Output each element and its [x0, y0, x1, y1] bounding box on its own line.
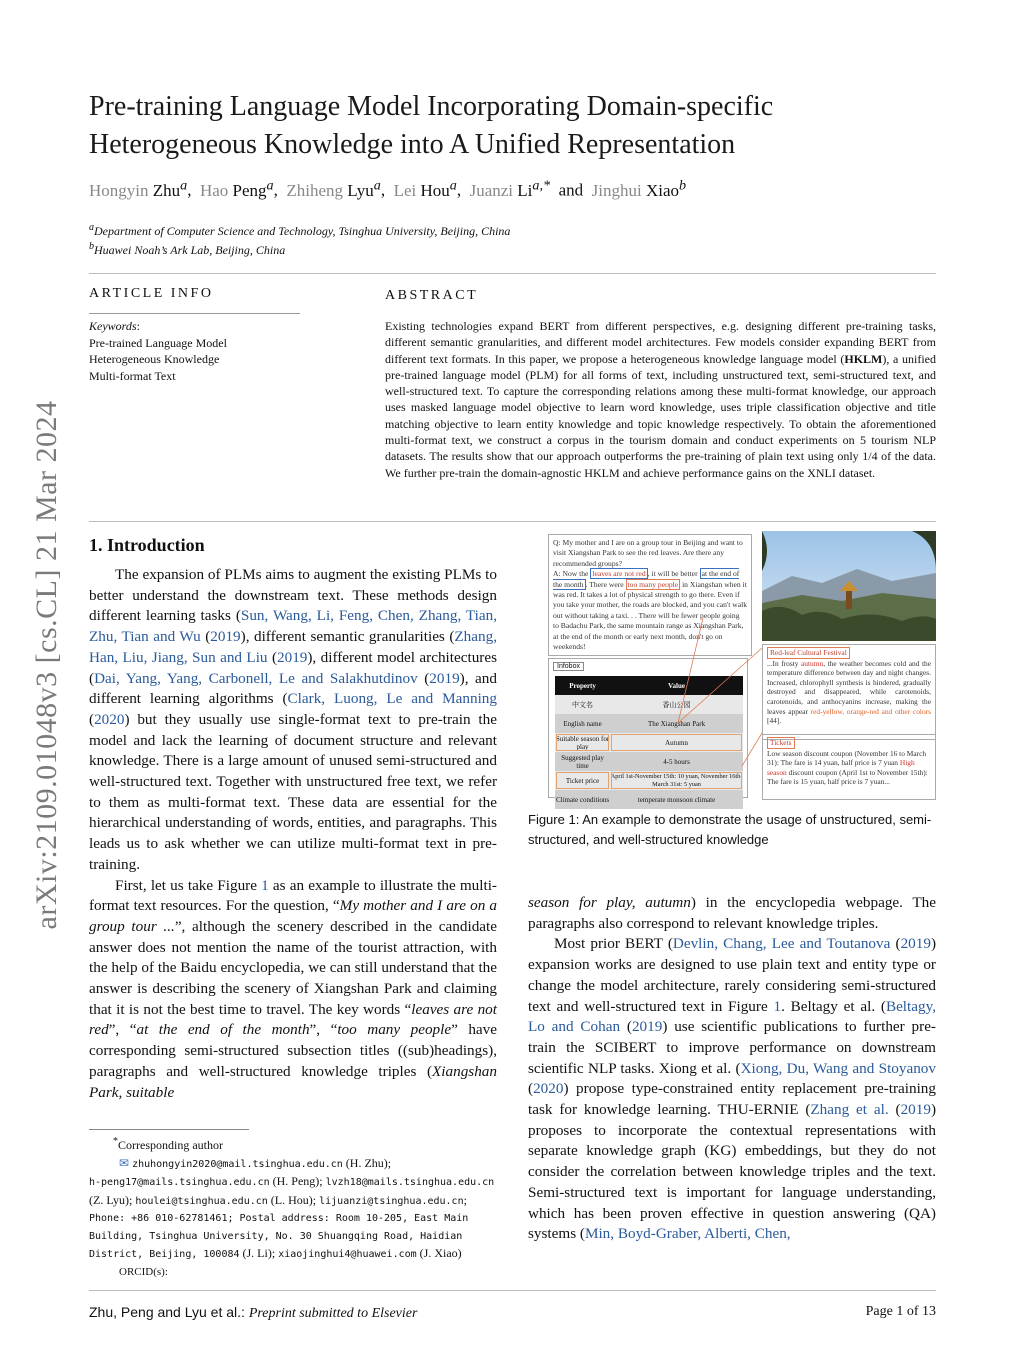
divider — [89, 521, 936, 522]
author: Juanzi $Li^{a,*}$ — [469, 177, 551, 200]
footer-authors: Zhu, Peng and Lyu et al. — [89, 1304, 242, 1320]
page-footer: Zhu, Peng and Lyu et al.: Preprint submitted to Elsevier Page 1 of 13 — [89, 1304, 936, 1321]
figure-link[interactable]: 1 — [261, 876, 269, 894]
abstract-text: Existing technologies expand BERT from different perspectives, e.g. designing different pre-training tasks, different semantic granularities, and different model architectures. Few models consider expanding BERT from different text formats. In this paper, we propose a heterogeneous knowledge language model (HKLM), a unified pre-trained language model (PLM) for all forms of text, including unstructured text, semi-structured text, and well-structured text. To capture the corresponding relations among these multi-format knowledge, our approach uses masked language model objective to learn word knowledge, uses triple classification objective and title matching objective to learn entity knowledge and topic knowledge respectively. To obtain the aforementioned multi-format text, we construct a corpus in the tourism domain and conduct experiments on 5 tourism NLP datasets. The results show that our approach outperforms the pre-training of plain text using only 1/4 of the data. We further pre-train the domain-agnostic HKLM and achieve performance gains on the XNLI dataset. — [385, 319, 936, 480]
citation-link[interactable]: Sun, Wang, Li, Feng, Chen, Zhang, Tian, Zhu, Tian and Wu — [89, 607, 497, 646]
citation-link[interactable]: Min, Boyd-Graber, Alberti, Chen, — [584, 1225, 791, 1243]
footer-rule — [89, 1290, 936, 1291]
citation-link[interactable]: Zhang et al. — [810, 1101, 889, 1119]
divider — [89, 313, 300, 314]
article-info-heading: ARTICLE INFO — [89, 286, 214, 301]
table-row: English name The Xiangshan Park — [555, 714, 743, 733]
citation-year-link[interactable]: 2019 — [210, 628, 241, 646]
citation-link[interactable]: Clark, Luong, Le and Manning — [287, 690, 497, 708]
citation-year-link[interactable]: 2019 — [631, 1018, 663, 1036]
intro-left-column — [89, 565, 497, 1103]
citation-year-link[interactable]: 2019 — [429, 669, 460, 687]
citation-year-link[interactable]: 2019 — [277, 648, 308, 666]
table-row: Climate conditions temperate monsoon climate — [555, 790, 743, 809]
author: Zhiheng Lyu$^a$ — [286, 177, 381, 200]
section-heading-introduction: 1. Introduction — [89, 535, 205, 555]
citation-year-link[interactable]: 2020 — [94, 710, 125, 728]
paper-title — [89, 88, 949, 164]
divider — [89, 273, 936, 274]
arxiv-id: arXiv:2109.01048v3 [cs.CL] 21 Mar 2024 — [30, 400, 63, 930]
paragraph: season for play, autumn) in the encyclopedia webpage. The paragraphs also correspond to relevant knowledge triples. — [528, 894, 936, 932]
infobox-tag: Infobox — [553, 662, 584, 671]
keyword: Multi-format Text — [89, 368, 176, 383]
title-line-1: Pre-training Language Model Incorporating Domain-specific — [89, 91, 774, 122]
paragraph: Most prior BERT (Devlin, Chang, Lee and Toutanova (2019) expansion works are designed to use plain text and entity type or change the model architecture, rarely considering semi-structured text and well-structured text in Figure 1. Beltagy et al. (Beltagy, Lo and Cohan (2019) use scientific publications to further pre-train the SCIBERT to improve performance on downstream scientific NLP tasks. Xiong et al. (Xiong, Du, Wang and Stoyanov (2020) propose type-constrained entity replacement pre-training task for knowledge learning. THU-ERNIE (Zhang et al. (2019) proposes to incorporate the contextual representations with separate knowledge graph (KG) embeddings, but they do not consider the correlation between knowledge triples and the text. Semi-structured text is important for language understanding, which has been proven effective in question answering (QA) systems (Min, Boyd-Graber, Alberti, Chen, — [528, 935, 936, 1243]
keywords-label: Keywords — [89, 319, 137, 333]
paragraph-box-tickets: Tickets Low season discount coupon (November 16 to March 31): The fare is 14 yuan, half price is 7 yuan High season discount coupon (April 1st to November 15th): The fare is 15 yuan, half price is 7 yuan... — [762, 734, 936, 800]
citation-link[interactable]: Xiong, Du, Wang and Stoyanov — [740, 1059, 936, 1077]
title-line-2: Heterogeneous Knowledge into A Unified Representation — [89, 129, 736, 160]
citation-link[interactable]: Beltagy, Lo and Cohan — [528, 997, 936, 1036]
qa-box: Q: My mother and I are on a group tour in Beijing and want to visit Xiangshan Park to see the red leaves. Are there any recommended groups? A: Now the leaves are not red , it will be better at the end of the month . There were too many people in Xiangshan when it was red. It takes a lot of physical strength to go there. Even if you take your mother, the roads are blocked, and you can't walk out without taking a taxi. . . There will be fewer people going to Badachu Park, the same mountain range as Xiangshan Park, at the end of the month or early next month, don't go on weekends! — [548, 534, 752, 656]
infobox-table: Property Value 中文名 香山公园 English name The Xiangshan Park Suitable season for play Autumn Suggested play time 4-5 hours Ticket price April 1st-November 15th: 10 yuan, November 16th-March 31st: 5 yuan Climate conditions temperate monsoon climate — [555, 676, 743, 809]
keywords-block: Keywords: Pre-trained Language Model Heterogeneous Knowledge Multi-format Text — [89, 318, 299, 384]
author-list: Hongyin Zhu$^a$, Hao Peng$^a$, Zhiheng Lyu$^a$, Lei Hou$^a$, Juanzi $Li^{a,*}$ and Jinghui Xiao$^b$ — [89, 177, 687, 200]
author: Hongyin Zhu$^a$ — [89, 177, 188, 200]
paragraph: The expansion of PLMs aims to augment the existing PLMs to better understand the downstream text. These methods design different learning tasks (Sun, Wang, Li, Feng, Chen, Zhang, Tian, Zhu, Tian and Wu (2019), different semantic granularities (Zhang, Han, Liu, Jiang, Sun and Liu (2019), different model architectures (Dai, Yang, Yang, Carbonell, Le and Salakhutdinov (2019), and different learning algorithms (Clark, Luong, Le and Manning (2020) but they usually use single-format text to pre-train the model and lack the learning of document structure and relevant knowledge. There is a large amount of unused semi-structured and well-structured text. Together with unstructured free text, we refer to them as multi-format text. These data are essential for the hierarchical understanding of words, entities, and paragraphs. This leads us to ask whether we can utilize multi-format text in pre-training. — [89, 566, 497, 873]
citation-year-link[interactable]: 2019 — [900, 935, 931, 953]
page-number: Page 1 of 13 — [865, 1304, 936, 1319]
footnote-rule — [89, 1129, 249, 1130]
citation-year-link[interactable]: 2019 — [900, 1101, 931, 1119]
citation-link[interactable]: Dai, Yang, Yang, Carbonell, Le and Salakhutdinov — [94, 669, 418, 687]
table-row: Suggested play time 4-5 hours — [555, 752, 743, 771]
keyword: Pre-trained Language Model — [89, 335, 227, 350]
figure-caption: Figure 1: An example to demonstrate the usage of unstructured, semi-structured, and well-structured knowledge — [528, 812, 932, 847]
citation-year-link[interactable]: 2020 — [533, 1080, 564, 1098]
envelope-icon: ✉ — [119, 1155, 130, 1170]
affiliation-a: $^a$Department of Computer Science and Technology, Tsinghua University, Beijing, China — [89, 222, 511, 238]
table-row: Suitable season for play Autumn — [555, 733, 743, 752]
paragraph: First, let us take Figure 1 as an example to illustrate the multi-format text resources. For the question, “My mother and I are on a group tour ...”, although the scenery described in the candidate answer does not mention the name of the tourist attraction, with the help of the Baidu encyclopedia, we can still understand that the answer is describing the scenery of Xiangshan Park and claiming that it is not the best time to travel. The key words “leaves are not red”, “at the end of the month”, “too many people” have corresponding semi-structured subsection titles ((sub)headings), paragraphs and well-structured knowledge triples (Xiangshan Park, suitable — [89, 876, 497, 1101]
figure-link[interactable]: 1 — [773, 997, 782, 1015]
keyword: Heterogeneous Knowledge — [89, 352, 220, 366]
abstract-heading: ABSTRACT — [385, 288, 479, 303]
citation-link[interactable]: Devlin, Chang, Lee and Toutanova — [672, 935, 891, 953]
table-row: Ticket price April 1st-November 15th: 10 yuan, November 16th-March 31st: 5 yuan — [555, 771, 743, 790]
table-row: 中文名 香山公园 — [555, 695, 743, 714]
author-and: and — [558, 180, 584, 200]
affiliation-b: $^b$Huawei Noah’s Ark Lab, Beijing, China — [89, 241, 286, 257]
citation-link[interactable]: Zhang, Han, Liu, Jiang, Sun and Liu — [89, 628, 497, 666]
author: Lei Hou$^a$ — [393, 177, 457, 200]
intro-right-column — [528, 893, 936, 1245]
author: Hao Peng$^a$ — [199, 177, 274, 200]
paragraph-box-festival: Red-leaf Cultural Festival ...In frosty autumn, the weather becomes cold and the temperature difference between day and night changes. Increased, chlorophyll synthesis is hindered, gradually destroyed and disappeared, while carotenoids, carotenoids, and anthocyanins increase, making the leaves appear red-yellow, orange-red and other colors [44]. — [762, 644, 936, 740]
arxiv-stamp — [22, 360, 72, 970]
footnote: *Corresponding author ✉ zhuhongyin2020@mail.tsinghua.edu.cn (H. Zhu); h-peng17@mails.tsinghua.edu.cn (H. Peng); lvzh18@mails.tsinghua.edu.cn (Z. Lyu); houlei@tsinghua.edu.cn (L. Hou); lijuanzi@tsinghua.edu.cn; Phone: +86 010-62781461; Postal address: Room 10-205, East Main Building, Tsinghua University, No. 30 Shuangqing Road, Haidian District, Beijing, 100084 (J. Li); xiaojinghui4@huawei.com (J. Xiao) ORCID(s): — [89, 1136, 495, 1278]
author: Jinghui Xiao$^b$ — [591, 177, 687, 200]
footer-venue: Preprint submitted to Elsevier — [248, 1306, 418, 1321]
